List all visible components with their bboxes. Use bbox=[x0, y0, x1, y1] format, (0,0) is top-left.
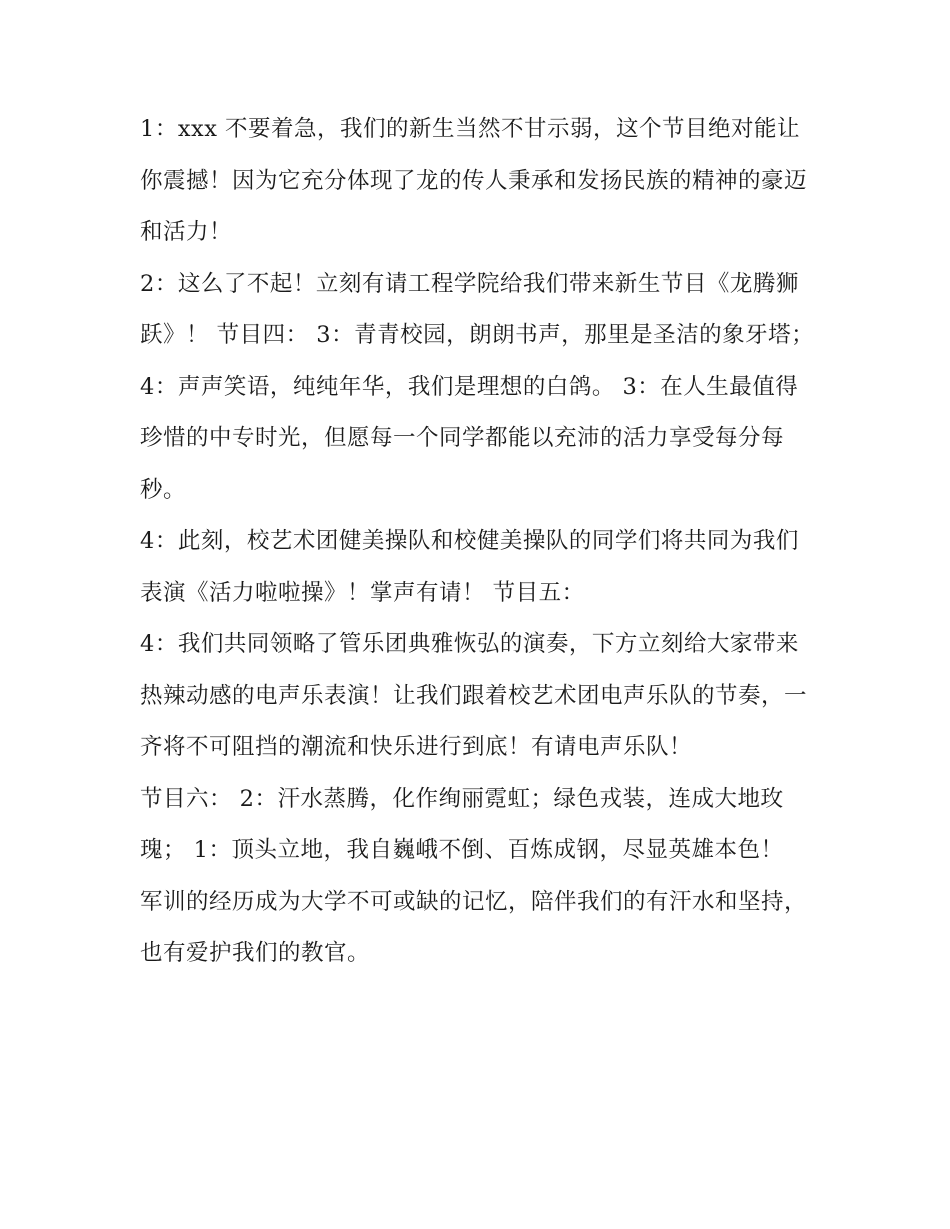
paragraph-6: 节目六： 2：汗水蒸腾，化作绚丽霓虹；绿色戎装，连成大地玫瑰； 1：顶头立地，我自巍峨不倒、百炼成钢，尽显英雄本色！ bbox=[140, 785, 784, 863]
document-body bbox=[140, 104, 815, 980]
paragraph-4: 4：此刻，校艺术团健美操队和校健美操队的同学们将共同为我们表演《活力啦啦操》！掌声有请！ 节目五： bbox=[140, 528, 799, 606]
paragraph-5: 4：我们共同领略了管乐团典雅恢弘的演奏，下方立刻给大家带来热辣动感的电声乐表演！让我们跟着校艺术团电声乐队的节奏，一齐将不可阻挡的潮流和快乐进行到底！有请电声乐队！ bbox=[140, 631, 808, 760]
paragraph-2: 2：这么了不起！立刻有请工程学院给我们带来新生节目《龙腾狮跃》！ 节目四： 3：青青校园，朗朗书声，那里是圣洁的象牙塔； bbox=[140, 270, 815, 348]
paragraph-7: 军训的经历成为大学不可或缺的记忆，陪伴我们的有汗水和坚持，也有爱护我们的教官。 bbox=[140, 888, 808, 966]
paragraph-3: 4：声声笑语，纯纯年华，我们是理想的白鸽。 3：在人生最值得珍惜的中专时光，但愿每一个同学都能以充沛的活力享受每分每秒。 bbox=[140, 373, 799, 503]
paragraph-1: 1：xxx 不要着急，我们的新生当然不甘示弱，这个节目绝对能让你震撼！因为它充分体现了龙的传人秉承和发扬民族的精神的豪迈和活力！ bbox=[140, 116, 808, 245]
